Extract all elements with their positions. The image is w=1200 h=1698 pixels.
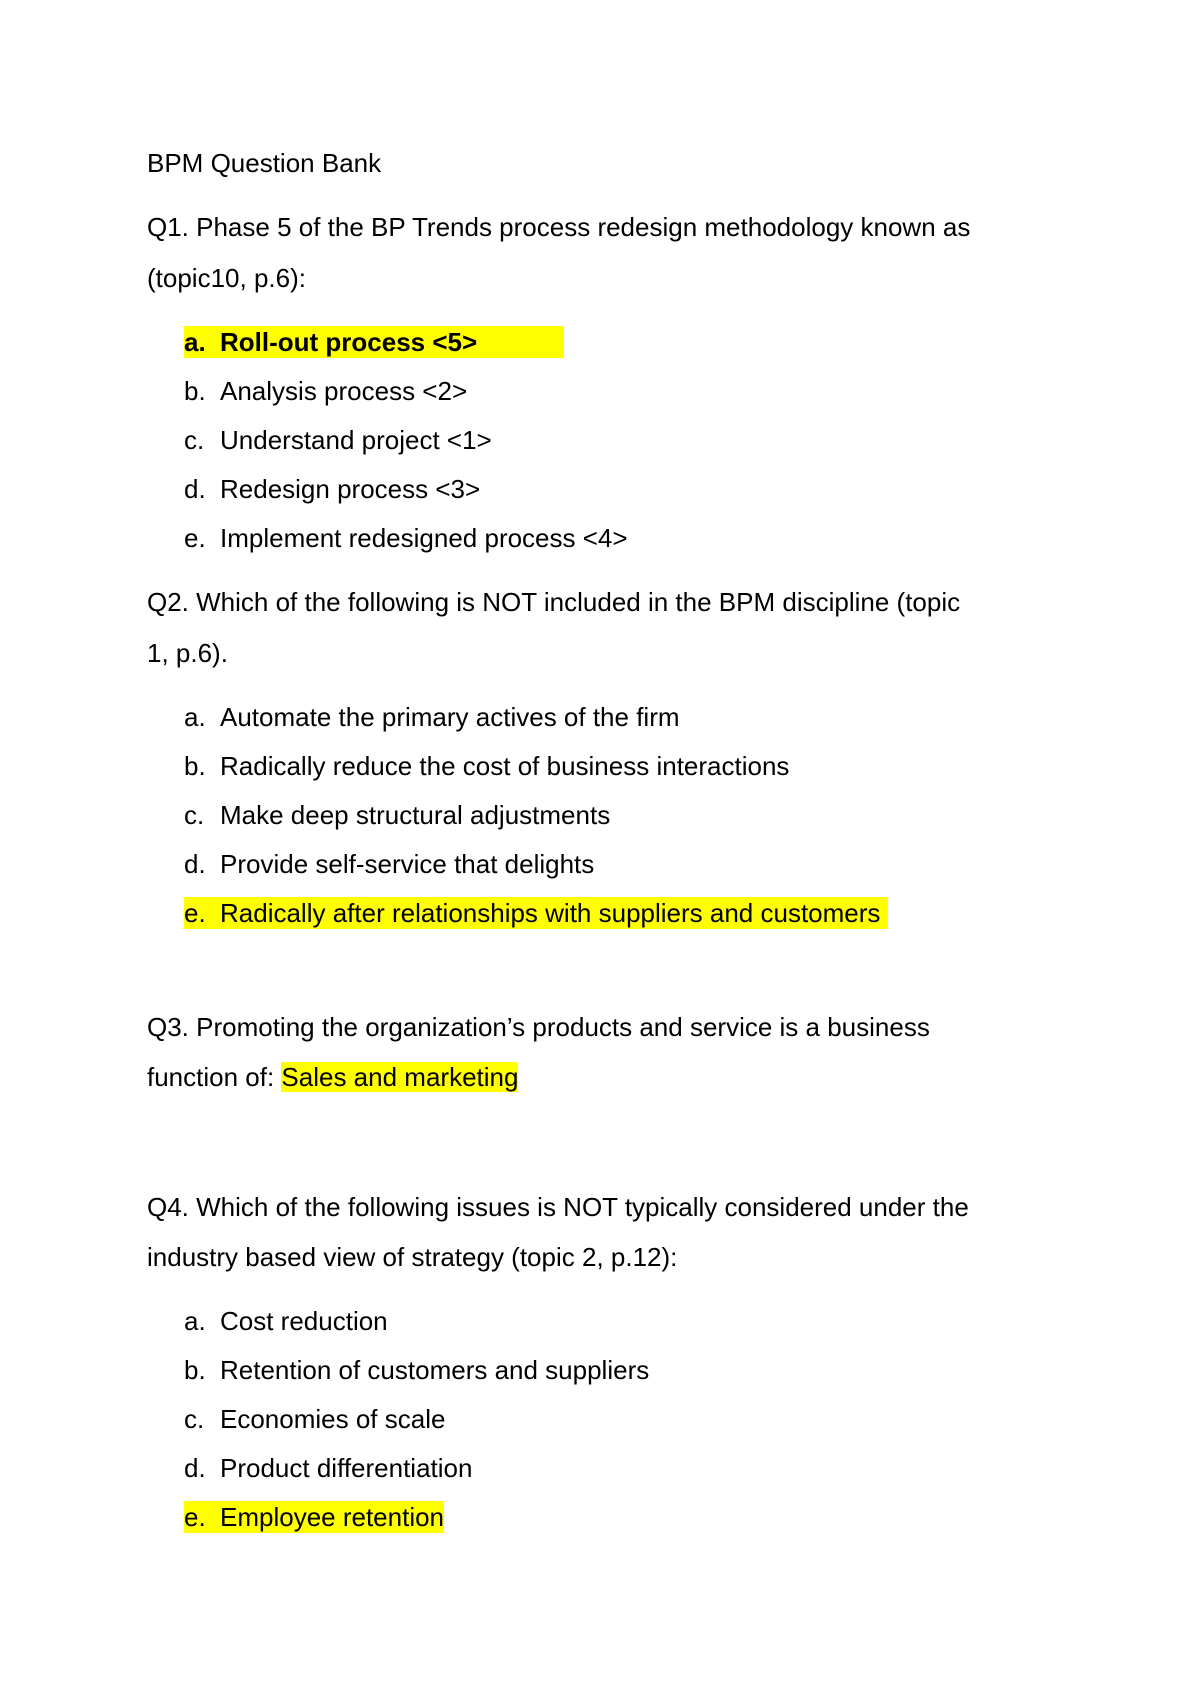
option-letter: c. [184,425,205,455]
question-1-option-e [184,522,628,554]
option-text: Radically after relationships with suppliers and customers [220,898,881,928]
option-letter: e. [184,1502,206,1532]
question-2-option-a [184,701,680,733]
question-4-text-cont: industry based view of strategy (topic 2, p.12): [147,1242,678,1272]
option-letter: a. [184,327,206,357]
question-2-option-d [184,848,594,880]
question-1-text: Q1. Phase 5 of the BP Trends process redesign methodology known as [147,212,971,242]
question-1-text-cont: (topic10, p.6): [147,263,306,293]
option-text: Understand project <1> [220,425,492,455]
question-1-option-d [184,473,480,505]
option-letter: d. [184,474,206,504]
option-text: Economies of scale [220,1404,446,1434]
option-letter: e. [184,898,206,928]
question-1-option-c [184,424,492,456]
option-letter: c. [184,800,205,830]
question-3-answer: Sales and marketing [281,1062,519,1092]
option-letter: b. [184,1355,206,1385]
option-text: Radically reduce the cost of business interactions [220,751,790,781]
question-4-option-d [184,1452,472,1484]
question-1-option-a [184,326,564,358]
option-text: Automate the primary actives of the firm [220,702,680,732]
option-letter: d. [184,849,206,879]
option-text: Make deep structural adjustments [220,800,611,830]
question-2-option-b [184,750,789,782]
question-4-option-c [184,1403,445,1435]
option-letter: a. [184,702,206,732]
option-text: Provide self-service that delights [220,849,595,879]
option-text: Employee retention [220,1502,445,1532]
option-letter: b. [184,376,206,406]
question-4-option-b [184,1354,649,1386]
question-4-option-a [184,1305,388,1337]
option-text: Implement redesigned process <4> [220,523,628,553]
question-1-option-b [184,375,467,407]
option-letter: e. [184,523,206,553]
question-2-option-e [184,897,888,929]
question-3-text-cont [147,1061,518,1093]
option-text: Roll-out process <5> [220,327,478,357]
option-letter: b. [184,751,206,781]
option-letter: a. [184,1306,206,1336]
option-text: Analysis process <2> [220,376,468,406]
page-title: BPM Question Bank [147,148,382,178]
question-2-text: Q2. Which of the following is NOT included in the BPM discipline (topic [147,587,961,617]
question-2-text-cont: 1, p.6). [147,638,228,668]
option-letter: c. [184,1404,205,1434]
question-4-text: Q4. Which of the following issues is NOT typically considered under the [147,1192,969,1222]
question-3-text: Q3. Promoting the organization’s products and service is a business [147,1012,930,1042]
option-text: Redesign process <3> [220,474,481,504]
question-2-option-c [184,799,610,831]
question-3-prefix: function of: [147,1062,282,1092]
option-letter: d. [184,1453,206,1483]
option-text: Retention of customers and suppliers [220,1355,650,1385]
question-4-option-e [184,1501,444,1533]
option-text: Cost reduction [220,1306,388,1336]
option-text: Product differentiation [220,1453,473,1483]
